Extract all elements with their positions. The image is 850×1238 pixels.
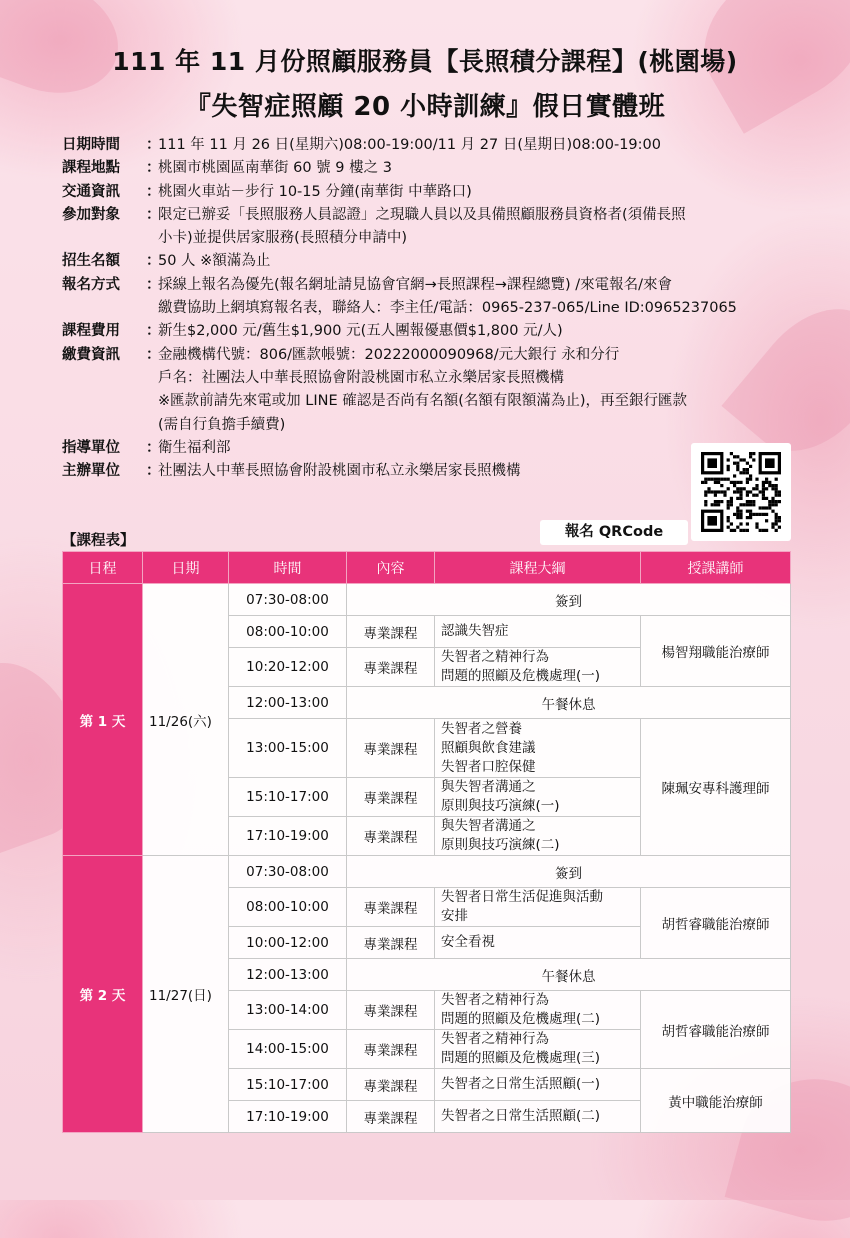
topic-line: 安全看視 [441,934,495,950]
topic-line: 失智者之精神行為 [441,1031,549,1047]
content-cell: 專業課程 [347,1101,435,1133]
topic-cell [435,1030,641,1069]
time-cell: 12:00-13:00 [229,687,347,719]
time-cell: 17:10-19:00 [229,817,347,856]
instructor-cell: 楊智翔職能治療師 [641,616,791,687]
topic-line: 與失智者溝通之 [441,818,536,834]
info-value [158,274,802,321]
instructor-cell: 陳珮安專科護理師 [641,719,791,856]
info-line: 小卡)並提供居家服務(長照積分申請中) [158,230,407,247]
info-line: ※匯款前請先來電或加 LINE 確認是否尚有名額(名額有限額滿為止)，再至銀行匯款 [158,393,688,410]
topic-line: 照顧與飲食建議 [441,739,536,756]
break-cell: 午餐休息 [347,687,791,719]
instructor-cell: 黃中職能治療師 [641,1069,791,1133]
info-line: 111 年 11 月 26 日(星期六)08:00-19:00/11 月 27 日(星期日)08:00-19:00 [158,137,661,153]
schedule-label: 【課程表】 [62,533,135,549]
date-cell: 11/27(日) [143,856,229,1133]
content-cell: 專業課程 [347,888,435,927]
topic-cell [435,927,641,959]
topic-line: 失智者之精神行為 [441,649,549,665]
info-line: 社團法人中華長照協會附設桃園市私立永樂居家長照機構 [158,463,521,480]
info-line: 桃園火車站－步行 10-15 分鐘(南華街 中華路口) [158,183,472,200]
time-cell: 07:30-08:00 [229,584,347,616]
info-line: 戶名：社團法人中華長照協會附設桃園市私立永樂居家長照機構 [158,369,564,386]
info-label: 主辦單位 [62,463,120,480]
info-label: 課程地點 [62,160,120,177]
break-cell: 簽到 [347,856,791,888]
topic-line: 失智者口腔保健 [441,758,536,775]
info-row [62,181,802,204]
time-cell: 10:00-12:00 [229,927,347,959]
topic-line: 與失智者溝通之 [441,779,536,795]
topic-cell [435,888,641,927]
topic-line: 問題的照顧及危機處理(二) [441,1011,601,1027]
qr-code-icon [691,443,791,541]
date-cell: 11/26(六) [143,584,229,856]
info-label: 繳費資訊 [62,346,120,363]
topic-cell [435,616,641,648]
time-cell: 14:00-15:00 [229,1030,347,1069]
info-value [158,204,802,251]
table-row [63,584,791,616]
topic-line: 失智者之日常生活照顧(一) [441,1076,601,1092]
info-label: 交通資訊 [62,183,120,200]
instructor-cell: 胡哲睿職能治療師 [641,888,791,959]
topic-line: 安排 [441,908,468,924]
topic-line: 失智者之營養 [441,720,522,737]
topic-line: 失智者日常生活促進與活動 [441,889,603,905]
info-colon: ： [146,276,161,293]
topic-cell [435,817,641,856]
info-colon: ： [146,439,161,456]
content-cell: 專業課程 [347,1030,435,1069]
content-cell: 專業課程 [347,927,435,959]
day-label: 第 2 天 [63,856,143,1133]
topic-line: 失智者之精神行為 [441,992,549,1008]
content-cell: 專業課程 [347,778,435,817]
info-value [158,250,802,273]
topic-line: 問題的照顧及危機處理(三) [441,1050,601,1066]
info-colon: ： [146,137,161,153]
time-cell: 13:00-14:00 [229,991,347,1030]
topic-line: 原則與技巧演練(二) [441,837,560,853]
content-cell: 專業課程 [347,719,435,778]
info-row [62,250,802,273]
time-cell: 08:00-10:00 [229,616,347,648]
info-line: 桃園市桃園區南華街 60 號 9 樓之 3 [158,160,392,177]
info-label: 指導單位 [62,439,120,456]
break-cell: 簽到 [347,584,791,616]
column-header: 日期 [143,552,229,584]
info-line: 新生$2,000 元/舊生$1,900 元(五人團報優惠價$1,800 元/人) [158,323,563,340]
info-line: 繳費協助上網填寫報名表，聯絡人：李主任/電話：0965-237-065/Line ID:0965237065 [158,300,737,317]
info-colon: ： [146,206,161,223]
content-cell: 專業課程 [347,648,435,687]
table-row [63,856,791,888]
topic-cell [435,778,641,817]
info-value [158,134,802,157]
info-row [62,134,802,157]
content-cell: 專業課程 [347,1069,435,1101]
info-colon: ： [146,346,161,363]
day-label: 第 1 天 [63,584,143,856]
page-title: 111 年 11 月份照顧服務員【長照積分課程】(桃園場) [112,47,738,76]
instructor-cell: 胡哲睿職能治療師 [641,991,791,1069]
topic-line: 原則與技巧演練(一) [441,798,560,814]
info-label: 參加對象 [62,206,120,223]
time-cell: 13:00-15:00 [229,719,347,778]
schedule-table [62,551,791,1133]
info-line: 限定已辦妥「長照服務人員認證」之現職人員以及具備照顧服務員資格者(須備長照 [158,206,686,223]
time-cell: 10:20-12:00 [229,648,347,687]
page-subtitle: 『失智症照顧 20 小時訓練』假日實體班 [184,92,666,122]
content-cell: 專業課程 [347,616,435,648]
info-colon: ： [146,323,161,340]
content-cell: 專業課程 [347,991,435,1030]
topic-cell [435,991,641,1030]
info-line: (需自行負擔手續費) [158,416,286,433]
column-header: 授課講師 [641,552,791,584]
topic-line: 問題的照顧及危機處理(一) [441,668,601,684]
topic-cell [435,1069,641,1101]
info-row [62,204,802,251]
info-line: 衛生福利部 [158,439,231,456]
time-cell: 15:10-17:00 [229,1069,347,1101]
info-label: 課程費用 [62,323,120,340]
topic-cell [435,1101,641,1133]
info-colon: ： [146,253,161,270]
info-row [62,344,802,437]
qr-code[interactable] [691,443,791,541]
info-value [158,344,802,437]
break-cell: 午餐休息 [347,959,791,991]
info-colon: ： [146,160,161,177]
info-row [62,274,802,321]
column-header: 時間 [229,552,347,584]
qr-label: 報名 QRCode [540,520,688,545]
content-cell: 專業課程 [347,817,435,856]
course-info [62,134,802,483]
column-header: 課程大綱 [435,552,641,584]
info-colon: ： [146,463,161,480]
topic-cell [435,719,641,778]
info-label: 日期時間 [62,137,120,153]
info-label: 招生名額 [62,253,120,270]
topic-line: 認識失智症 [441,623,509,639]
time-cell: 17:10-19:00 [229,1101,347,1133]
info-value [158,181,802,204]
topic-line: 失智者之日常生活照顧(二) [441,1108,601,1124]
info-row [62,157,802,180]
time-cell: 07:30-08:00 [229,856,347,888]
info-value [158,320,802,343]
info-line: 50 人 ※額滿為止 [158,253,271,270]
column-header: 內容 [347,552,435,584]
info-value [158,157,802,180]
time-cell: 12:00-13:00 [229,959,347,991]
table-header-row [63,552,791,584]
column-header: 日程 [63,552,143,584]
time-cell: 08:00-10:00 [229,888,347,927]
topic-cell [435,648,641,687]
info-label: 報名方式 [62,276,120,293]
time-cell: 15:10-17:00 [229,778,347,817]
info-line: 採線上報名為優先(報名網址請見協會官網→長照課程→課程總覽) /來電報名/來會 [158,276,672,293]
info-row [62,320,802,343]
info-colon: ： [146,183,161,200]
info-line: 金融機構代號：806/匯款帳號：20222000090968/元大銀行 永和分行 [158,346,620,363]
